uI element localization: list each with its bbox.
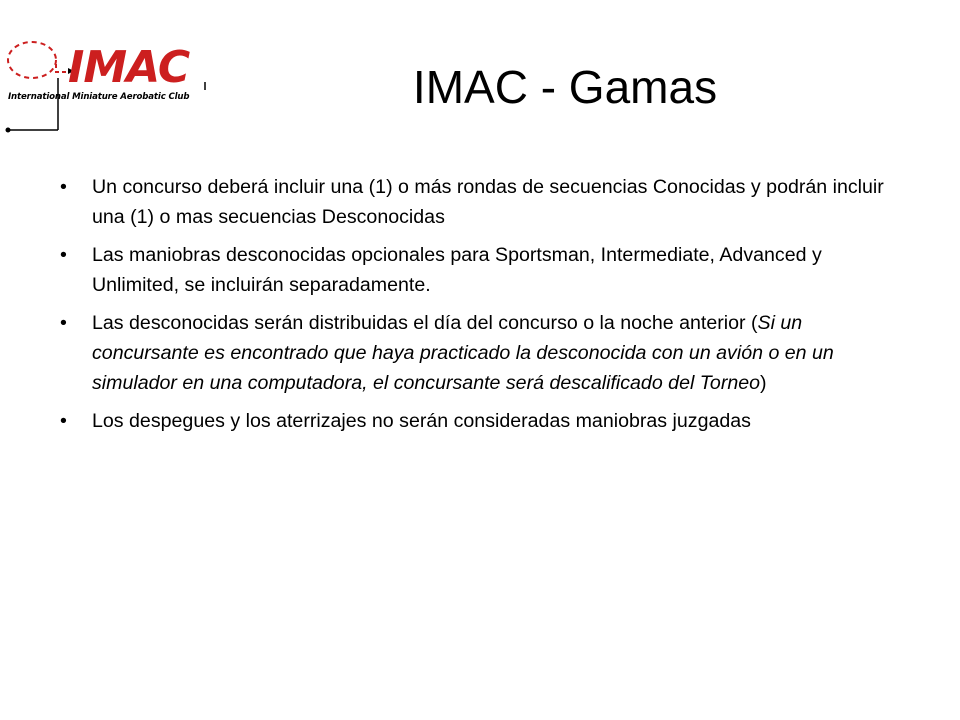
bullet-icon: • xyxy=(60,410,67,432)
bullet-item xyxy=(60,406,910,436)
logo-word: IMAC xyxy=(68,42,190,93)
logo-subtitle: International Miniature Aerobatic Club xyxy=(8,92,190,102)
bullet-text: Las maniobras desconocidas opcionales para Sportsman, Intermediate, Advanced y Unlimited, se incluirán separadamente. xyxy=(92,244,822,296)
bullet-text xyxy=(92,312,834,394)
bullet-icon: • xyxy=(60,312,67,334)
bullet-text: Un concurso deberá incluir una (1) o más rondas de secuencias Conocidas y podrán incluir una (1) o mas secuencias Desconocidas xyxy=(92,176,884,228)
bullet-list xyxy=(60,172,910,444)
bullet-text-end: ) xyxy=(760,372,767,394)
bullet-text: Los despegues y los aterrizajes no serán consideradas maniobras juzgadas xyxy=(92,410,751,432)
imac-logo xyxy=(2,38,212,138)
bullet-icon: • xyxy=(60,244,67,266)
bullet-item xyxy=(60,240,910,300)
bullet-item xyxy=(60,308,910,398)
slide-title: IMAC - Gamas xyxy=(412,61,718,113)
bullet-icon: • xyxy=(60,176,67,198)
bullet-text-start: Las desconocidas serán distribuidas el día del concurso o la noche anterior ( xyxy=(92,312,758,334)
bullet-text-italic: Si un concursante es encontrado que haya practicado la desconocida con un avión o en un simulador en una computadora, el concursante será descalificado del Torneo xyxy=(92,312,834,394)
bullet-item xyxy=(60,172,910,232)
